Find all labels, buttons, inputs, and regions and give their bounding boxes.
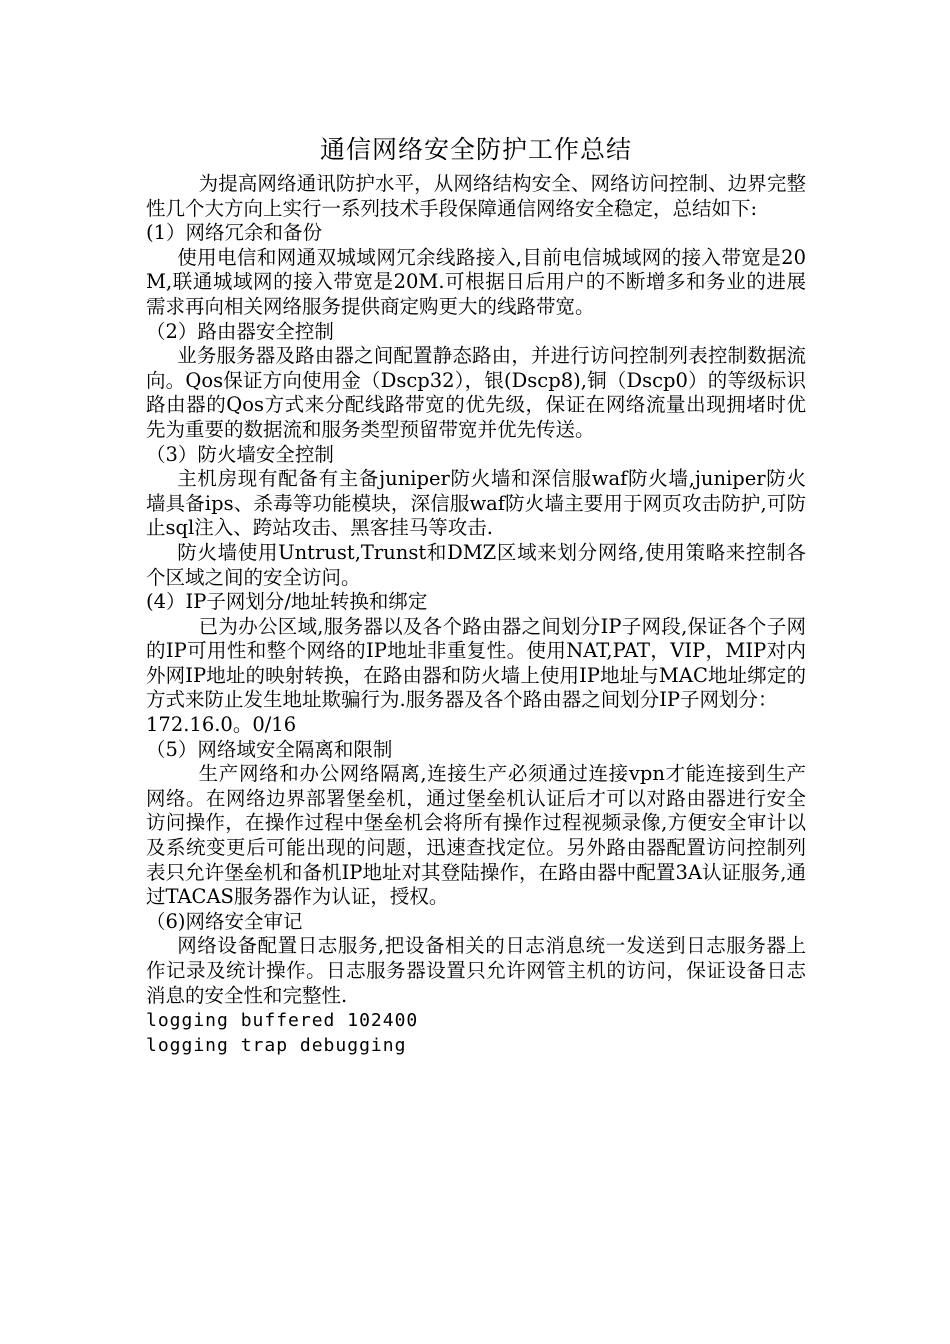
section-5 [146,738,806,910]
section-1 [146,221,806,319]
document-title: 通信网络安全防护工作总结 [319,135,632,164]
code-line: logging buffered 102400 [146,1010,419,1032]
section-paragraph: 生产网络和办公网络隔离,连接生产必须通过连接vpn才能连接到生产网络。在网络边界部署堡垒机，通过堡垒机认证后才可以对路由器进行安全访问操作，在操作过程中堡垒机会将所有操作过程视频录像,方便安全审计以及系统变更后可能出现的问题，迅速查找定位。另外路由器配置访问控制列表只允许堡垒机和备机IP地址对其登陆操作，在路由器中配置3A认证服务,通过TACAS服务器作为认证，授权。 [146,762,806,909]
section-paragraph: 使用电信和网通双城域网冗余线路接入,目前电信城域网的接入带宽是20M,联通城域网的接入带宽是20M.可根据日后用户的不断增多和务业的进展需求再向相关网络服务提供商定购更大的线路带宽。 [146,245,806,318]
section-heading: （2）路由器安全控制 [146,319,334,343]
intro-paragraph: 为提高网络通讯防护水平，从网络结构安全、网络访问控制、边界完整性几个大方向上实行一系列技术手段保障通信网络安全稳定，总结如下: [146,172,806,220]
section-paragraph: 主机房现有配备有主备juniper防火墙和深信服waf防火墙,juniper防火墙具备ips、杀毒等功能模块，深信服waf防火墙主要用于网页攻击防护,可防止sql注入、跨站攻击、黑客挂马等攻击. [146,467,806,540]
section-paragraph: 网络设备配置日志服务,把设备相关的日志消息统一发送到日志服务器上作记录及统计操作。日志服务器设置只允许网管主机的访问，保证设备日志消息的安全性和完整性. [146,934,806,1007]
code-block [146,1008,806,1058]
document-page [146,132,806,1058]
section-6 [146,910,806,1008]
section-heading: （3）防火墙安全控制 [146,442,334,466]
section-4 [146,590,806,738]
section-paragraph: 已为办公区域,服务器以及各个路由器之间划分IP子网段,保证各个子网的IP可用性和整个网络的IP地址非重复性。使用NAT,PAT，VIP，MIP对内外网IP地址的映射转换，在路由器和防火墙上使用IP地址与MAC地址绑定的方式来防止发生地址欺骗行为.服务器及各个路由器之间划分IP子网划分： [146,614,806,712]
section-heading: （5）网络域安全隔离和限制 [146,737,393,761]
section-heading: (4）IP子网划分/地址转换和绑定 [146,590,428,614]
section-paragraph: 防火墙使用Untrust,Trunst和DMZ区域来划分网络,使用策略来控制各个区域之间的安全访问。 [146,540,806,589]
section-paragraph: 业务服务器及路由器之间配置静态路由，并进行访问控制列表控制数据流向。Qos保证方向使用金（Dscp32），银(Dscp8),铜（Dscp0）的等级标识路由器的Qos方式来分配线路带宽的优先级，保证在网络流量出现拥堵时优先为重要的数据流和服务类型预留带宽并优先传送。 [146,344,806,441]
section-3 [146,443,806,591]
subnet-value: 172.16.0。0/16 [146,713,297,737]
code-line: logging trap debugging [146,1035,407,1057]
section-heading: (1）网络冗余和备份 [146,221,323,245]
section-heading: （6)网络安全审记 [146,909,303,933]
section-2 [146,320,806,443]
